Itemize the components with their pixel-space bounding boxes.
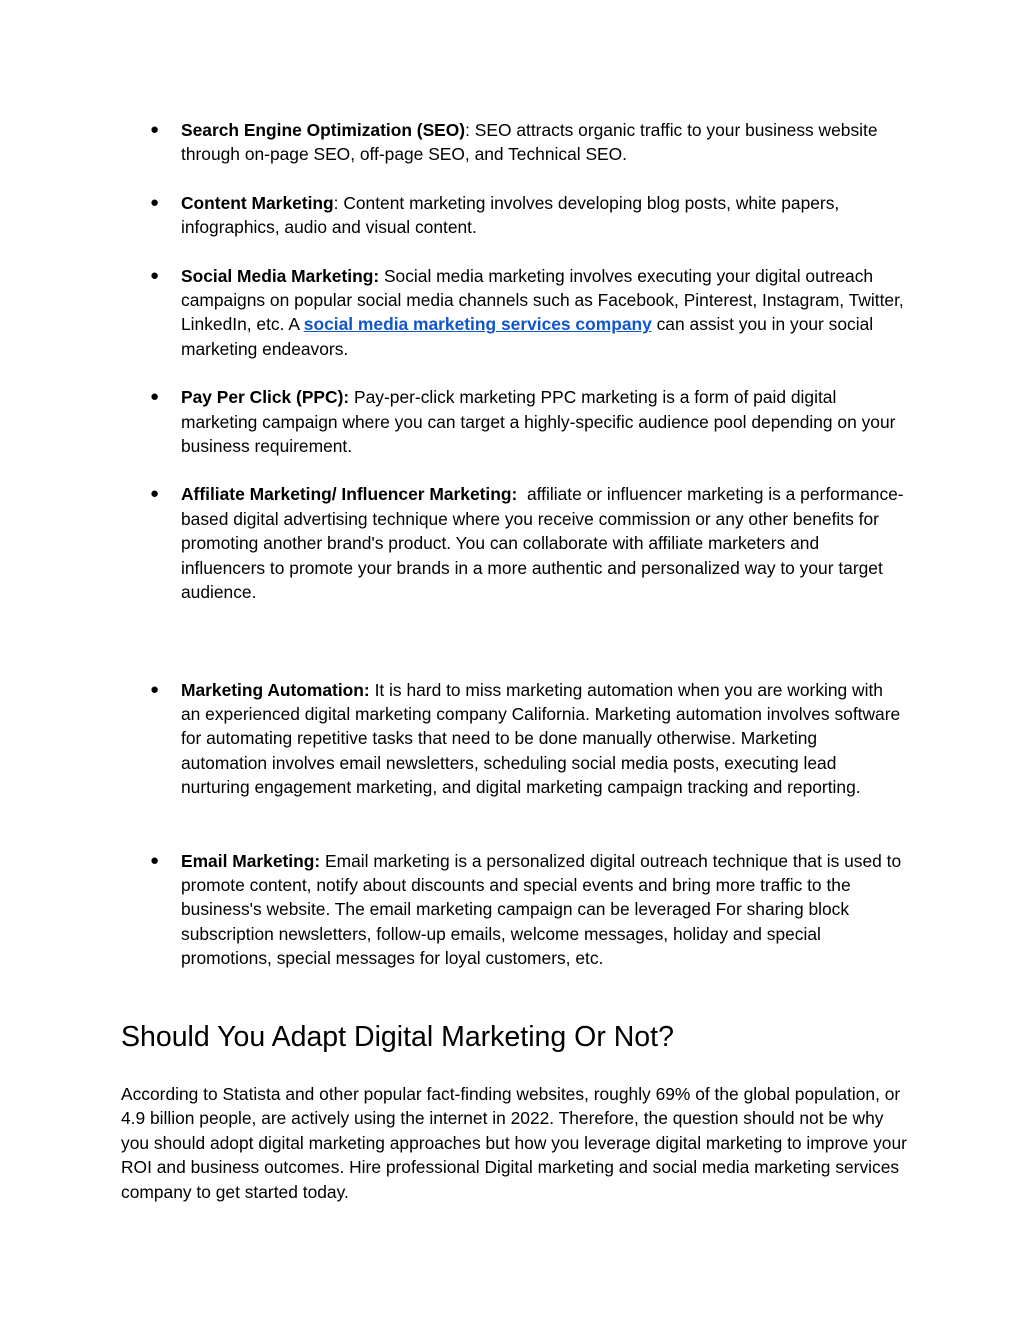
- item-title: Social Media Marketing:: [181, 265, 380, 286]
- item-title: Marketing Automation:: [181, 679, 370, 700]
- item-text: It is hard to miss marketing automation when you are working with an experienced digital marketing company California. Marketing automation involves software for automating repetitive tasks that need to be done manually otherwise. Marketing automation involves email newsletters, scheduling social media posts, executing lead nurturing engagement marketing, and digital marketing campaign tracking and reporting.: [181, 679, 901, 798]
- item-title: Email Marketing:: [181, 850, 321, 871]
- bullet-icon: ●: [150, 851, 160, 869]
- item-separator: :: [333, 192, 344, 213]
- item-text-after-link: can assist you in your social marketing endeavors.: [181, 314, 874, 359]
- list-item-email-marketing: [0, 849, 907, 971]
- item-text: Pay-per-click marketing PPC marketing is a form of paid digital marketing campaign where you can target a highly-specific audience pool depending on your business requirement.: [181, 387, 896, 457]
- item-title: Affiliate Marketing/ Influencer Marketing:: [181, 484, 518, 505]
- social-media-services-link[interactable]: social media marketing services company: [303, 314, 652, 335]
- list-item-content-marketing: [0, 191, 907, 240]
- item-title: Search Engine Optimization (SEO): [181, 120, 466, 140]
- bullet-icon: ●: [150, 121, 160, 138]
- marketing-types-list: [0, 118, 1024, 971]
- item-text: Email marketing is a personalized digital outreach technique that is used to promote content, notify about discounts and special events and bring more traffic to the business's website. The email marketing campaign can be leveraged For sharing block subscription newsletters, follow-up emails, welcome messages, holiday and special promotions, special messages for loyal customers, etc.: [181, 850, 902, 969]
- bullet-icon: ●: [150, 266, 160, 284]
- section-paragraph: According to Statista and other popular fact-finding websites, roughly 69% of the global population, or 4.9 billion people, are actively using the internet in 2022. Therefore, the question should not be why you should adopt digital marketing approaches but how you leverage digital marketing to improve your ROI and business outcomes. Hire professional Digital marketing and social media marketing services company to get started today.: [121, 1084, 907, 1202]
- item-separator: :: [465, 120, 475, 140]
- bullet-icon: ●: [150, 388, 160, 406]
- list-item-ppc: [0, 385, 907, 458]
- bullet-icon: ●: [150, 680, 160, 698]
- item-text: Content marketing involves developing blog posts, white papers, infographics, audio and visual content.: [181, 192, 840, 238]
- item-separator: [517, 484, 527, 504]
- item-title: Content Marketing: [181, 192, 334, 213]
- list-item-social-media-marketing: [0, 264, 907, 362]
- section-heading: Should You Adapt Digital Marketing Or Not?: [121, 1021, 674, 1053]
- item-text: Social media marketing involves executing your digital outreach campaigns on popular social media channels such as Facebook, Pinterest, Instagram, Twitter, LinkedIn, etc. A: [181, 265, 904, 335]
- list-item-affiliate-marketing: [0, 482, 907, 604]
- item-text: affiliate or influencer marketing is a performance-based digital advertising technique where you receive commission or any other benefits for promoting another brand's product. You can collaborate with affiliate marketers and influencers to promote your brands in a more authentic and personalized way to your target audience.: [181, 484, 904, 603]
- bullet-icon: ●: [150, 193, 160, 211]
- list-item-seo: [0, 118, 907, 167]
- list-item-marketing-automation: [0, 678, 907, 800]
- bullet-icon: ●: [150, 485, 160, 503]
- item-title: Pay Per Click (PPC):: [181, 387, 350, 408]
- item-text: SEO attracts organic traffic to your business website through on-page SEO, off-page SEO, and Technical SEO.: [181, 120, 878, 165]
